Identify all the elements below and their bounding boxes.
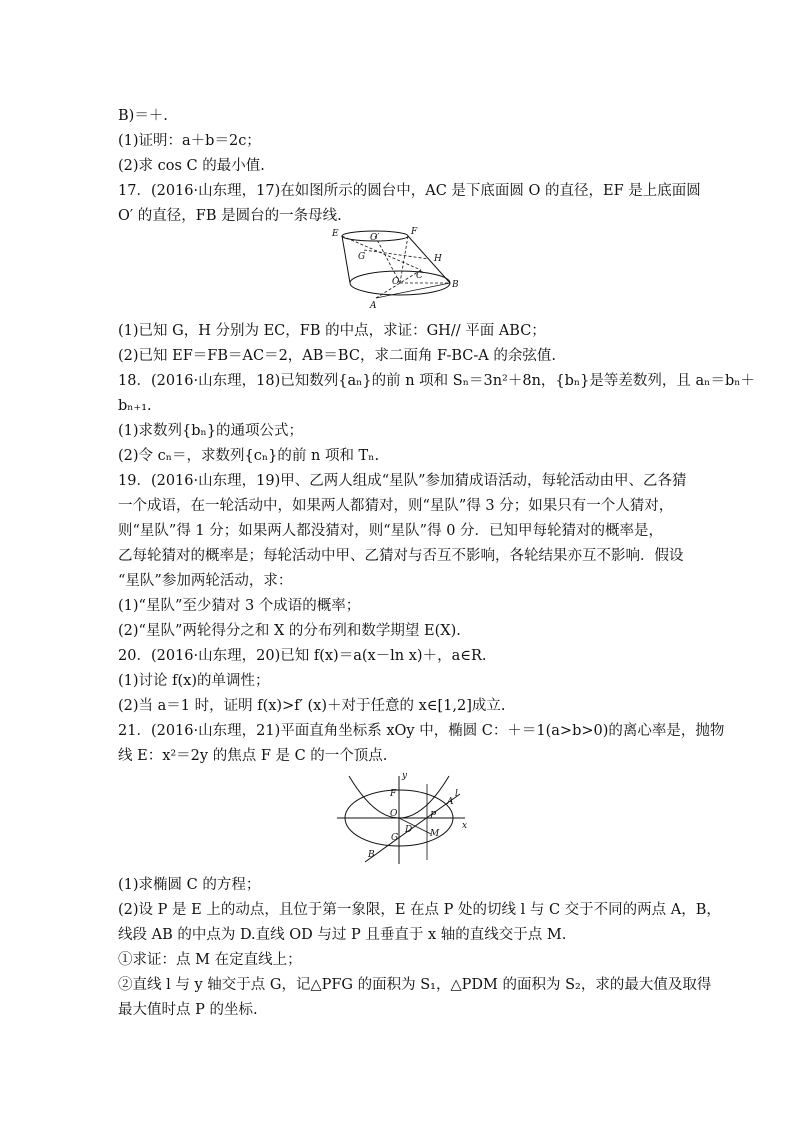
label-G: G: [358, 252, 366, 262]
problem-21-line: 21．(2016·山东理，21)平面直角坐标系 xOy 中，椭圆 C：＋＝1(a>b>0)的离心率是，抛物: [118, 723, 725, 739]
tangent-line-l: [365, 794, 460, 862]
text-line: (1)证明：a＋b＝2c；: [118, 133, 261, 149]
problem-19-line: 乙每轮猜对的概率是；每轮活动中甲、乙猜对与否互不影响，各轮结果亦互不影响．假设: [118, 548, 684, 564]
label-A: A: [370, 301, 377, 311]
text-line: B)＝＋.: [118, 108, 168, 124]
label-C: C: [416, 271, 423, 281]
problem-17-part: (2)已知 EF＝FB＝AC＝2，AB＝BC，求二面角 F-BC-A 的余弦值.: [118, 348, 556, 364]
problem-19-part: (2)“星队”两轮得分之和 X 的分布列和数学期望 E(X).: [118, 623, 461, 639]
problem-21-line: 线 E：x²＝2y 的焦点 F 是 C 的一个顶点.: [118, 748, 388, 764]
label-M: M: [430, 829, 440, 839]
problem-19-line: 19．(2016·山东理，19)甲、乙两人组成“星队”参加猜成语活动，每轮活动由甲、乙各猜: [118, 473, 687, 489]
problem-17-line: O′ 的直径，FB 是圆台的一条母线.: [118, 208, 342, 224]
problem-21-part: ①求证：点 M 在定直线上；: [118, 952, 302, 968]
problem-21-part: 线段 AB 的中点为 D.直线 OD 与过 P 且垂直于 x 轴的直线交于点 M.: [118, 927, 567, 943]
problem-19-line: 则“星队”得 1 分；如果两人都没猜对，则“星队”得 0 分．已知甲每轮猜对的概率是，: [118, 523, 664, 539]
label-O-prime: O′: [370, 233, 380, 243]
problem-21-part: ②直线 l 与 y 轴交于点 G，记△PFG 的面积为 S₁，△PDM 的面积为 S₂，求的最大值及取得: [118, 977, 712, 993]
problem-19-part: (1)“星队”至少猜对 3 个成语的概率；: [118, 598, 361, 614]
problem-18-part: (1)求数列{bₙ}的通项公式；: [118, 423, 304, 439]
problem-21-part: (1)求椭圆 C 的方程；: [118, 877, 261, 893]
line-OD: [399, 818, 431, 834]
label-x: x: [462, 821, 468, 831]
frustum-figure: [330, 226, 470, 312]
label-B: B: [368, 850, 375, 860]
label-P: P: [430, 811, 437, 821]
problem-19-line: 一个成语，在一轮活动中，如果两人都猜对，则“星队”得 3 分；如果只有一个人猜对，: [118, 498, 674, 514]
problem-18-line: 18．(2016·山东理，18)已知数列{aₙ}的前 n 项和 Sₙ＝3n²＋8n，{bₙ}是等差数列，且 aₙ＝bₙ＋: [118, 373, 755, 389]
label-F: F: [390, 789, 397, 799]
problem-20-part: (1)讨论 f(x)的单调性；: [118, 673, 270, 689]
problem-21-part: 最大值时点 P 的坐标.: [118, 1002, 258, 1018]
problem-17-part: (1)已知 G，H 分别为 EC，FB 的中点，求证：GH// 平面 ABC；: [118, 323, 546, 339]
label-D: D: [405, 825, 413, 835]
ellipse-parabola-figure: [335, 770, 475, 866]
problem-21-part: (2)设 P 是 E 上的动点，且位于第一象限，E 在点 P 处的切线 l 与 C 交于不同的两点 A，B，: [118, 902, 721, 918]
problem-19-line: “星队”参加两轮活动，求：: [118, 573, 293, 589]
text-line: (2)求 cos C 的最小值.: [118, 158, 265, 174]
label-l: l: [455, 789, 458, 799]
label-G: G: [391, 833, 399, 843]
problem-18-line: bₙ₊₁.: [118, 398, 152, 414]
label-y: y: [402, 771, 408, 781]
problem-20-line: 20．(2016·山东理，20)已知 f(x)＝a(x－ln x)＋，a∈R.: [118, 648, 487, 664]
label-O: O: [392, 277, 400, 287]
label-O: O: [390, 809, 398, 819]
label-F: F: [411, 227, 418, 237]
label-B: B: [452, 280, 459, 290]
problem-20-part: (2)当 a＝1 时，证明 f(x)>f′ (x)＋对于任意的 x∈[1,2]成立.: [118, 698, 506, 714]
label-A: A: [447, 797, 454, 807]
problem-18-part: (2)令 cₙ＝，求数列{cₙ}的前 n 项和 Tₙ.: [118, 448, 380, 464]
problem-17-line: 17．(2016·山东理，17)在如图所示的圆台中，AC 是下底面圆 O 的直径，EF 是上底面圆: [118, 183, 701, 199]
label-E: E: [332, 229, 339, 239]
label-H: H: [434, 254, 442, 264]
